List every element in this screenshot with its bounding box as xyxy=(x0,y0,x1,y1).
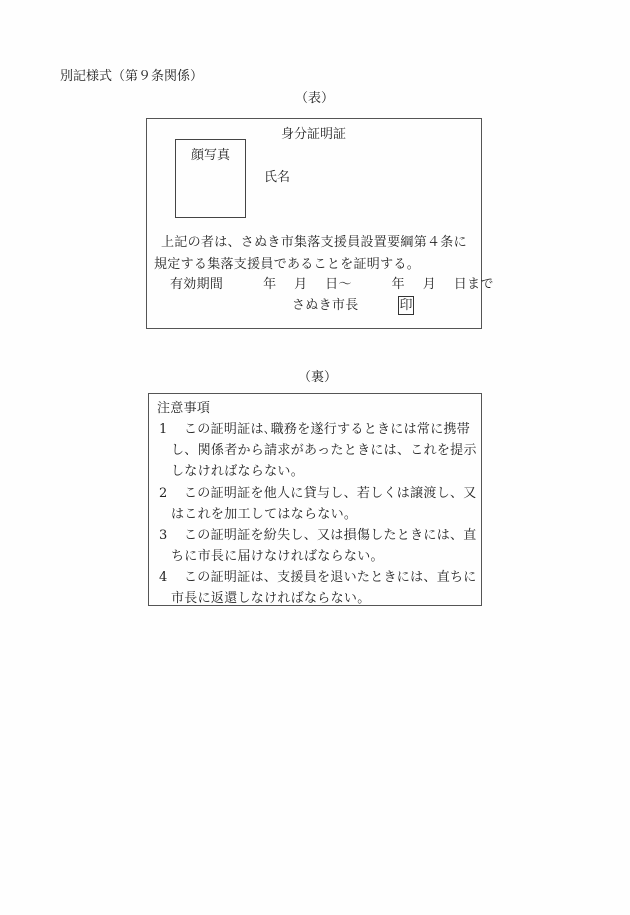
note-3-num: 3 xyxy=(159,528,168,543)
statement-line-1: 上記の者は、さぬき市集落支援員設置要綱第４条に xyxy=(161,235,467,250)
statement-line-2: 規定する集落支援員であることを証明する。 xyxy=(154,257,421,272)
front-label: （表） xyxy=(295,91,335,106)
name-label: 氏名 xyxy=(264,170,291,185)
form-label: 別記様式（第９条関係） xyxy=(60,69,204,84)
note-4-line-2: 市長に返還しなければならない。 xyxy=(171,591,371,606)
note-2-line-1: この証明証を他人に貸与し、若しくは譲渡し、又 xyxy=(184,486,477,501)
note-1-num: 1 xyxy=(159,422,168,437)
id-card-back xyxy=(148,393,482,606)
back-label: （裏） xyxy=(298,370,338,385)
note-3-line-1: この証明証を紛失し、又は損傷したときには、直 xyxy=(184,528,477,543)
id-card-front xyxy=(146,118,494,329)
notes-heading: 注意事項 xyxy=(157,401,211,416)
card-title: 身分証明証 xyxy=(281,127,347,142)
note-4-line-1: この証明証は、支援員を退いたときには、直ちに xyxy=(184,570,477,585)
note-2-line-2: はこれを加工してはならない。 xyxy=(171,507,358,522)
note-2-num: 2 xyxy=(159,486,168,501)
note-3-line-2: ちに市長に届けなければならない。 xyxy=(171,549,384,564)
photo-label: 顔写真 xyxy=(191,148,231,163)
note-1-line-1: この証明証は､職務を遂行するときには常に携帯 xyxy=(184,422,471,437)
note-1-line-3: しなければならない。 xyxy=(171,464,305,479)
note-1-line-2: し、関係者から請求があったときには、これを提示 xyxy=(171,443,477,458)
photo-box xyxy=(175,139,246,218)
validity-period: 有効期間 年 月 日～ 年 月 日まで xyxy=(170,277,494,292)
seal-stamp: 印 xyxy=(399,298,413,313)
issuer: さぬき市長 xyxy=(292,298,359,313)
note-4-num: 4 xyxy=(159,570,168,585)
